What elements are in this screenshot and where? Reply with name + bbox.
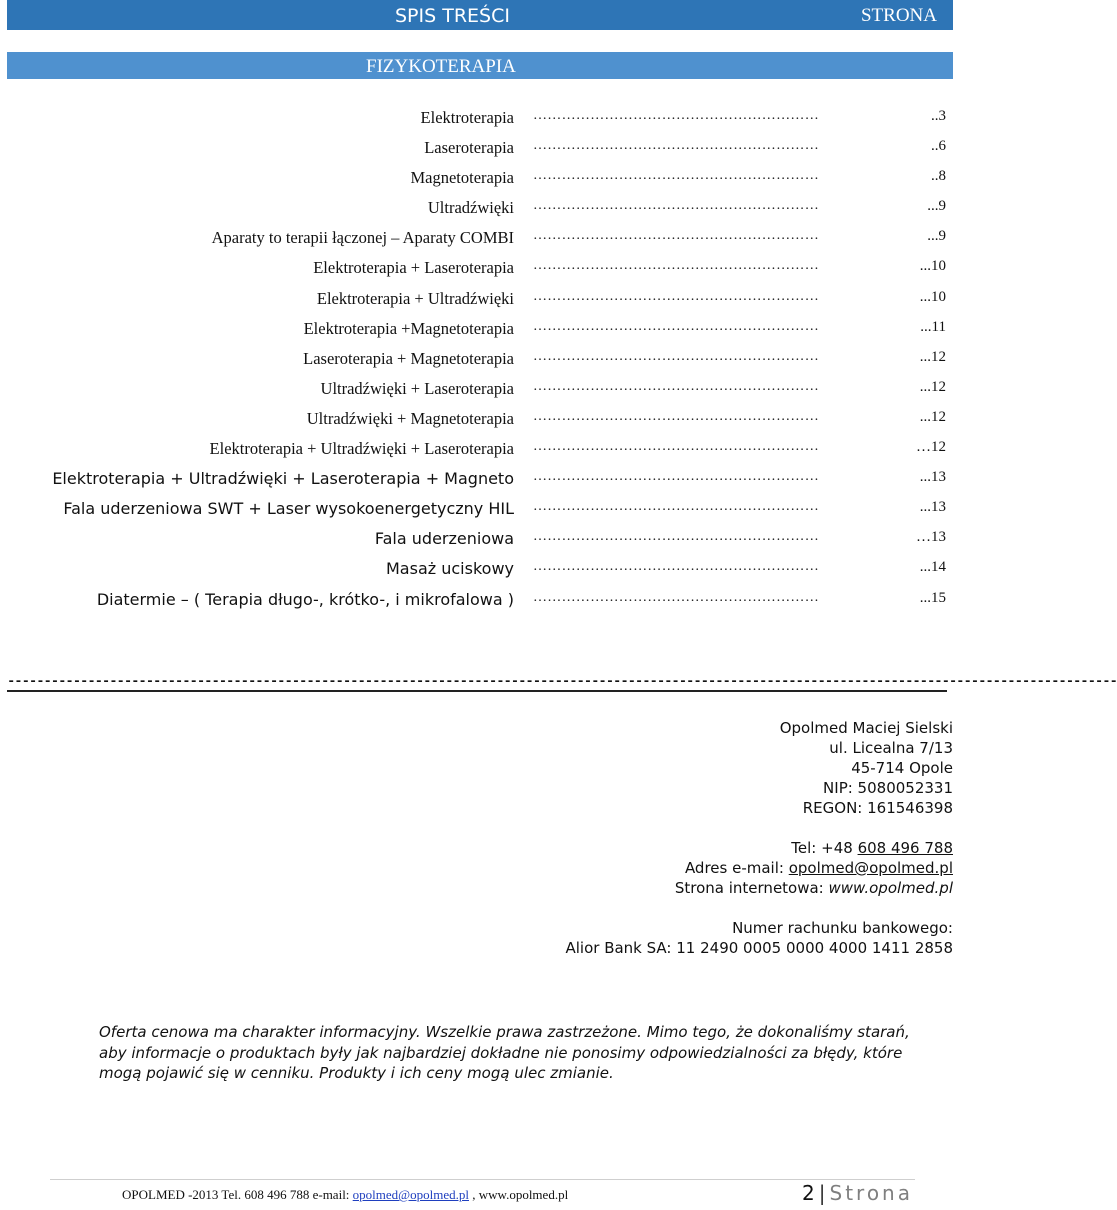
contact-block	[565, 718, 953, 958]
toc-row[interactable]	[0, 439, 960, 469]
toc-row[interactable]	[0, 349, 960, 379]
footer-page-indicator	[802, 1181, 913, 1205]
website-label: Strona internetowa:	[674, 879, 829, 897]
nip-number: NIP: 5080052331	[823, 779, 953, 797]
toc-page-number: ...12	[919, 378, 946, 395]
toc-leader-dots: ……………………………………………………	[533, 138, 819, 154]
toc-header-bar	[7, 0, 953, 30]
toc-leader-dots: ……………………………………………………	[533, 228, 819, 244]
company-name: Opolmed Maciej Sielski	[779, 719, 953, 737]
footer-text: OPOLMED -2013 Tel. 608 496 788 e-mail:	[122, 1187, 353, 1202]
toc-leader-dots: ……………………………………………………	[533, 378, 819, 394]
footer-rule	[50, 1179, 915, 1180]
phone-link[interactable]: 608 496 788	[857, 839, 953, 857]
toc-page-number: ...10	[919, 288, 946, 305]
toc-leader-dots: ……………………………………………………	[533, 318, 819, 334]
toc-page-number: ..8	[931, 168, 946, 185]
toc-page-number: ...13	[919, 469, 946, 486]
bank-account-number: Alior Bank SA: 11 2490 0005 0000 4000 1411 2858	[565, 939, 953, 957]
toc-page-number: ..6	[931, 138, 946, 155]
email-link[interactable]: opolmed@opolmed.pl	[788, 859, 953, 877]
toc-row[interactable]	[0, 409, 960, 439]
toc-entry-label: Fala uderzeniowa	[374, 529, 514, 549]
section-header-bar	[7, 52, 953, 79]
footer-website: , www.opolmed.pl	[469, 1187, 569, 1202]
toc-row[interactable]	[0, 379, 960, 409]
toc-page-number: ..3	[931, 108, 946, 124]
toc-row[interactable]	[0, 469, 960, 499]
email-label: Adres e-mail:	[684, 859, 789, 877]
toc-row[interactable]	[0, 108, 960, 138]
page-column-label: STRONA	[860, 5, 937, 26]
toc-page-number: ...12	[919, 348, 946, 365]
toc-entry-label: Masaż uciskowy	[386, 559, 514, 579]
toc-entry-label: Elektroterapia + Ultradźwięki + Laseroterapia	[209, 439, 514, 459]
toc-row[interactable]	[0, 289, 960, 319]
toc-leader-dots: ……………………………………………………	[533, 168, 819, 184]
divider-rule	[7, 690, 947, 692]
toc-row[interactable]	[0, 258, 960, 288]
toc-leader-dots: ……………………………………………………	[533, 499, 819, 515]
toc-entry-label: Fala uderzeniowa SWT + Laser wysokoenergetyczny HIL	[63, 499, 514, 519]
street-address: ul. Licealna 7/13	[829, 739, 953, 757]
toc-leader-dots: ……………………………………………………	[533, 469, 819, 485]
toc-entry-label: Elektroterapia	[420, 108, 514, 127]
toc-leader-dots: ……………………………………………………	[533, 108, 819, 123]
toc-row[interactable]	[0, 559, 960, 589]
toc-entry-label: Ultradźwięki + Laseroterapia	[320, 378, 514, 398]
city-address: 45-714 Opole	[851, 759, 953, 777]
footer-contact	[122, 1187, 568, 1203]
toc-entry-label: Elektroterapia + Ultradźwięki + Laseroterapia + Magneto	[52, 469, 514, 489]
toc-entry-label: Elektroterapia +Magnetoterapia	[303, 318, 514, 338]
toc-leader-dots: ……………………………………………………	[533, 348, 819, 364]
toc-leader-dots: ……………………………………………………	[533, 408, 819, 424]
toc-entry-label: Ultradźwięki + Magnetoterapia	[306, 408, 514, 428]
toc-page-number: ...15	[919, 589, 946, 606]
toc-row[interactable]	[0, 228, 960, 258]
toc-entry-label: Ultradźwięki	[427, 198, 514, 218]
toc-row[interactable]	[0, 198, 960, 228]
page-word: Strona	[829, 1181, 913, 1205]
toc-title: SPIS TREŚCI	[395, 5, 510, 27]
page-number: 2	[802, 1181, 815, 1205]
toc-row[interactable]	[0, 590, 960, 620]
toc-page-number: ...10	[919, 258, 946, 275]
toc-page-number: ...11	[920, 318, 946, 335]
toc-leader-dots: ……………………………………………………	[533, 198, 819, 214]
phone-line	[565, 838, 953, 858]
phone-label: Tel: +48	[791, 839, 858, 857]
toc-row[interactable]	[0, 319, 960, 349]
toc-page-number: ...9	[927, 198, 946, 215]
toc-entry-label: Magnetoterapia	[410, 168, 514, 188]
toc-leader-dots: ……………………………………………………	[533, 439, 819, 455]
toc-leader-dots: ……………………………………………………	[533, 288, 819, 304]
toc-page-number: ...13	[919, 499, 946, 516]
email-line	[565, 858, 953, 878]
toc-entry-label: Laseroterapia	[424, 138, 514, 158]
toc-entry-label: Elektroterapia + Ultradźwięki	[316, 288, 514, 308]
toc-entry-label: Elektroterapia + Laseroterapia	[313, 258, 514, 278]
toc-row[interactable]	[0, 168, 960, 198]
toc-page-number: ...12	[919, 408, 946, 425]
bank-account-label: Numer rachunku bankowego:	[732, 919, 953, 937]
toc-page-number: …12	[916, 439, 946, 456]
website-line	[565, 878, 953, 898]
toc-leader-dots: ……………………………………………………	[533, 559, 819, 575]
website-link[interactable]: www.opolmed.pl	[828, 879, 953, 897]
toc-row[interactable]	[0, 529, 960, 559]
toc-page-number: …13	[916, 529, 946, 546]
section-title: FIZYKOTERAPIA	[366, 56, 516, 77]
toc-row[interactable]	[0, 138, 960, 168]
toc-entry-label: Diatermie – ( Terapia długo-, krótko-, i mikrofalowa )	[96, 589, 514, 609]
toc-leader-dots: ……………………………………………………	[533, 529, 819, 545]
table-of-contents	[0, 108, 960, 620]
footer-email-link[interactable]: opolmed@opolmed.pl	[352, 1187, 469, 1202]
disclaimer-text: Oferta cenowa ma charakter informacyjny. Wszelkie prawa zastrzeżone. Mimo tego, że dokonaliśmy starań, aby informacje o produktach były jak najbardziej dokładne nie ponosimy odpowiedzialności za błędy, które mogą pojawić się w cenniku. Produkty i ich ceny mogą ulec zmianie.	[99, 1023, 910, 1082]
dashed-divider: --------------------------------------------------------------------------------------------------------------------------------------------------------	[7, 674, 1117, 690]
toc-leader-dots: ……………………………………………………	[533, 258, 819, 274]
page-separator: |	[818, 1181, 826, 1205]
toc-page-number: ...9	[927, 228, 946, 245]
toc-page-number: ...14	[919, 559, 946, 576]
toc-leader-dots: ……………………………………………………	[533, 589, 819, 605]
toc-entry-label: Aparaty to terapii łączonej – Aparaty COMBI	[211, 228, 514, 248]
toc-entry-label: Laseroterapia + Magnetoterapia	[303, 348, 514, 368]
toc-row[interactable]	[0, 499, 960, 529]
regon-number: REGON: 161546398	[802, 799, 953, 817]
